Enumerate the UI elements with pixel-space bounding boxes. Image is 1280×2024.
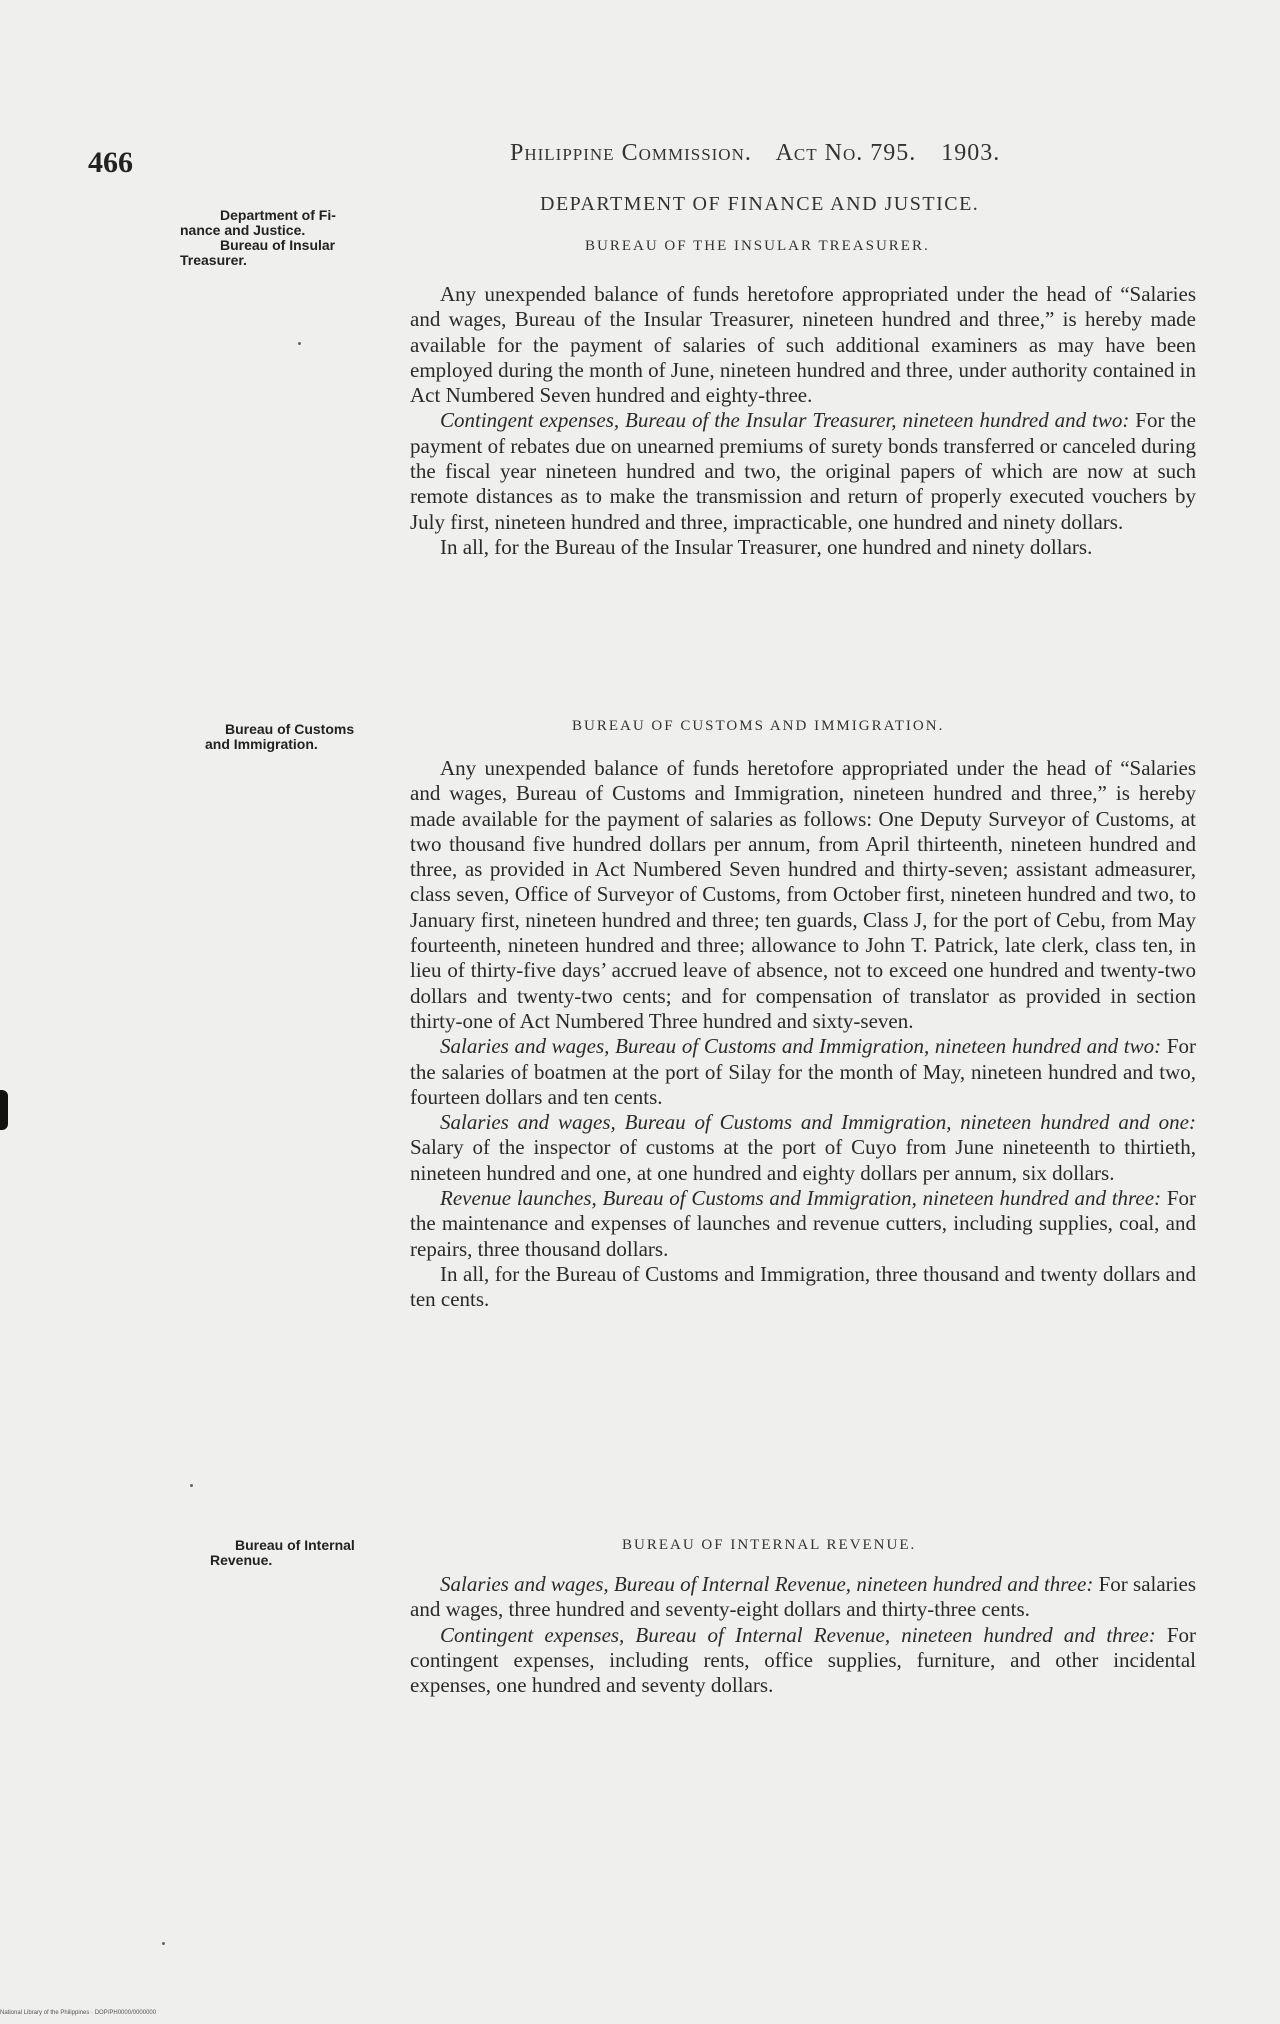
page-number: 466 <box>88 146 133 179</box>
paragraph: Any unexpended balance of funds heretofore appropriated under the head of “Salaries and wages, Bureau of the Insular Treasurer, nineteen hundred and three,” is hereby made available for the payment of salaries of such additional examiners as may have been employed during the month of June, nineteen hundred and three, under authority contained in Act Numbered Seven hundred and eighty-three. <box>410 282 1196 408</box>
section-heading-internal: BUREAU OF INTERNAL REVENUE. <box>622 1537 917 1553</box>
scan-speck <box>190 1484 193 1487</box>
running-head-title: Philippine Commission. <box>510 140 752 166</box>
running-head-act: Act No. 795. <box>775 140 917 166</box>
scan-footer: National Library of the Philippines · DOP/PH0000/0000000 <box>0 2010 157 2016</box>
section-heading-customs: BUREAU OF CUSTOMS AND IMMIGRATION. <box>572 718 945 734</box>
margin-note-customs: Bureau of Customs and Immigration. <box>205 721 355 752</box>
paragraph: Contingent expenses, Bureau of Internal Revenue, nineteen hundred and three: For contingent expenses, including rents, office supplies, furniture, and other incidental expenses, one hundred and seventy dollars. <box>410 1622 1196 1698</box>
department-heading: DEPARTMENT OF FINANCE AND JUSTICE. <box>540 193 980 215</box>
section-treasurer-body <box>410 282 1196 560</box>
paragraph: Contingent expenses, Bureau of the Insular Treasurer, nineteen hundred and two: For the payment of rebates due on unearned premiums of surety bonds transferred or canceled during the fiscal year nineteen hundred and two, the original papers of which are now at such remote distances as to make the transmission and return of properly executed vouchers by July first, nineteen hundred and three, impracticable, one hundred and ninety dollars. <box>410 408 1196 534</box>
paragraph: Any unexpended balance of funds heretofore appropriated under the head of “Salaries and wages, Bureau of Customs and Immigration, nineteen hundred and three,” is hereby made available for the payment of salaries as follows: One Deputy Surveyor of Customs, at two thousand five hundred dollars per annum, from April thirteenth, nineteen hundred and three, as provided in Act Numbered Seven hundred and thirty-seven; assistant admeasurer, class seven, Office of Surveyor of Customs, from October first, nineteen hundred and two, to January first, nineteen hundred and three; ten guards, Class J, for the port of Cebu, from May fourteenth, nineteen hundred and three; allowance to John T. Patrick, late clerk, class ten, in lieu of thirty-five days’ accrued leave of absence, not to exceed one hundred and twenty-two dollars and twenty-two cents; and for compensation of translator as provided in section thirty-one of Act Numbered Three hundred and sixty-seven. <box>410 756 1196 1033</box>
section-internal-body <box>410 1572 1196 1698</box>
paragraph: In all, for the Bureau of the Insular Treasurer, one hundred and ninety dollars. <box>440 534 1093 559</box>
section-heading-treasurer: BUREAU OF THE INSULAR TREASURER. <box>585 238 930 254</box>
scan-speck <box>298 342 301 345</box>
section-customs-body <box>410 756 1196 1313</box>
paragraph: Salaries and wages, Bureau of Customs and Immigration, nineteen hundred and one: Salary of the inspector of customs at the port of Cuyo from June nineteenth to thirtieth, nineteen hundred and one, at one hundred and eighty dollars per annum, six dollars. <box>410 1110 1196 1185</box>
margin-note-internal: Bureau of Internal Revenue. <box>210 1537 355 1568</box>
margin-note-dept: Department of Fi- nance and Justice. Bureau of Insular Treasurer. <box>180 207 336 268</box>
scan-edge-mark <box>0 1090 8 1130</box>
running-head-year: 1903. <box>941 140 1001 166</box>
paragraph: Salaries and wages, Bureau of Customs and Immigration, nineteen hundred and two: For the salaries of boatmen at the port of Silay for the month of May, nineteen hundred and two, fourteen dollars and ten cents. <box>410 1034 1196 1109</box>
paragraph: In all, for the Bureau of Customs and Immigration, three thousand and twenty dollars and ten cents. <box>410 1261 1196 1312</box>
running-head <box>510 140 1090 167</box>
paragraph: Revenue launches, Bureau of Customs and Immigration, nineteen hundred and three: For the maintenance and expenses of launches and revenue cutters, including supplies, coal, and repairs, three thousand dollars. <box>410 1186 1196 1261</box>
scan-speck <box>162 1942 165 1945</box>
paragraph: Salaries and wages, Bureau of Internal Revenue, nineteen hundred and three: For salaries and wages, three hundred and seventy-eight dollars and thirty-three cents. <box>410 1572 1196 1622</box>
